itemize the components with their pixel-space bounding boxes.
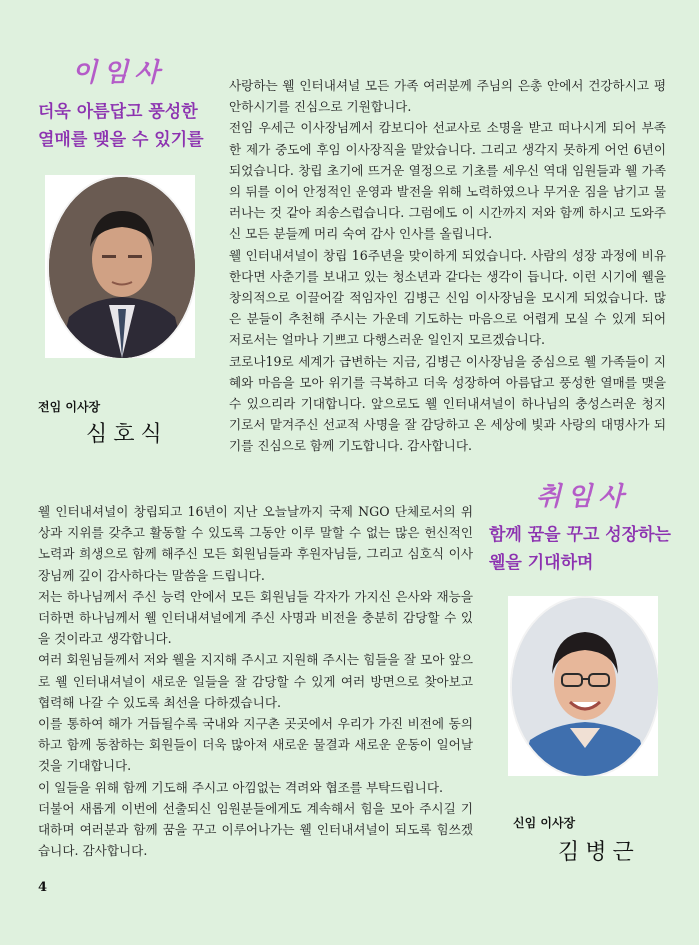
section1-paragraph-2: 전임 우세근 이사장님께서 캄보디아 선교사로 소명을 받고 떠나시게 되어 부족한 제가 중도에 후임 이사장직을 맡았습니다. 그리고 생각지 못하게 어언 6년이 되었습니다. 창립 초기에 뜨거운 열정으로 기초를 세우신 역대 임원들과 웰 가족의 뒤를 이어 안정적인 운영과 발전을 위해 노력하였으나 무거운 짐을 남기고 물러나는 것 같아 죄송스럽습니다. 그럼에도 이 시간까지 저와 함께 하시고 도와주신 모든 분들께 머리 숙여 감사 인사를 올립니다. <box>229 120 666 242</box>
section2-name: 김병근 <box>558 840 640 865</box>
former-chairman-photo <box>45 175 195 358</box>
section2-subtitle-line2: 웰을 기대하며 <box>489 553 594 573</box>
portrait-new-chairman <box>512 598 658 776</box>
section2-subtitle-line1: 함께 꿈을 꾸고 성장하는 <box>489 525 671 545</box>
section2-paragraph-6: 더불어 새롭게 이번에 선출되신 임원분들에게도 계속해서 힘을 모아 주시길 기대하며 여러분과 함께 꿈을 꾸고 이루어나가는 웰 인터내셔널이 되도록 힘쓰겠습니다. 감사합니다. <box>38 800 473 859</box>
section2-paragraph-3: 여러 회원님들께서 저와 웰을 지지해 주시고 지원해 주시는 힘들을 잘 모아 앞으로 웰 인터내셔널이 새로운 일들을 잘 감당할 수 있게 여러 방면으로 찾아보고 협력해 나갈 수 있도록 최선을 다하겠습니다. <box>38 652 473 710</box>
section1-paragraph-3: 웰 인터내셔널이 창립 16주년을 맞이하게 되었습니다. 사람의 성장 과정에 비유한다면 사춘기를 보내고 있는 청소년과 같다는 생각이 듭니다. 이런 시기에 웰을 창의적으로 이끌어갈 적임자인 김병근 신임 이사장님을 모시게 되었습니다. 많은 분들이 추천해 주시는 가운데 기도하는 마음으로 어렵게 모실 수 있게 되어 저로서는 얼마나 기쁘고 다행스러운 일인지 모르겠습니다. <box>229 247 666 348</box>
section1-subtitle-line1: 더욱 아름답고 풍성한 <box>38 102 198 122</box>
section1-subtitle <box>38 98 213 154</box>
page-number: 4 <box>38 880 48 895</box>
section2-paragraph-1: 웰 인터내셔널이 창립되고 16년이 지난 오늘날까지 국제 NGO 단체로서의 위상과 지위를 갖추고 활동할 수 있도록 그동안 이루 말할 수 없는 많은 헌신적인 노력과 희생으로 함께 해주신 모든 회원님들과 후원자님들, 그리고 심호식 이사장님께 깊이 감사하다는 말씀을 드립니다. <box>38 504 473 583</box>
section2-paragraph-4: 이를 통하여 해가 거듭될수록 국내와 지구촌 곳곳에서 우리가 가진 비전에 동의하고 함께 동참하는 회원들이 더욱 많아져 새로운 물결과 새로운 운동이 일어날 것을 기대합니다. <box>38 716 473 774</box>
section1-heading: 이임사 <box>72 58 166 88</box>
section1-name: 심호식 <box>86 422 168 447</box>
new-chairman-photo <box>508 596 658 776</box>
section1-role: 전임 이사장 <box>38 400 101 414</box>
section1-subtitle-line2: 열매를 맺을 수 있기를 <box>38 130 204 150</box>
section1-paragraph-4: 코로나19로 세계가 급변하는 지금, 김병근 이사장님을 중심으로 웰 가족들이 지혜와 마음을 모아 위기를 극복하고 더욱 성장하여 아름답고 풍성한 열매를 맺을 수 있으리라 기대합니다. 앞으로도 웰 인터내셔널이 하나님의 충성스러운 청지기로서 맡겨주신 선교적 사명을 잘 감당하고 온 세상에 빛과 사랑의 대명사가 되기를 진심으로 함께 기도합니다. 감사합니다. <box>229 353 666 454</box>
section1-paragraph-1: 사랑하는 웰 인터내셔널 모든 가족 여러분께 주님의 은총 안에서 건강하시고 평안하시기를 진심으로 기원합니다. <box>229 78 666 115</box>
section2-subtitle <box>489 521 679 577</box>
section2-paragraph-5: 이 일들을 위해 함께 기도해 주시고 아낌없는 격려와 협조를 부탁드립니다. <box>38 779 443 795</box>
section2-heading: 취임사 <box>536 482 630 512</box>
section2-role: 신임 이사장 <box>513 816 576 830</box>
section2-paragraph-2: 저는 하나님께서 주신 능력 안에서 모든 회원님들 각자가 가지신 은사와 재능을 더하면 하나님께서 웰 인터내셔널에게 주신 사명과 비전을 충분히 감당할 수 있을 것이라고 생각합니다. <box>38 588 473 647</box>
section1-body <box>229 75 666 457</box>
section2-body <box>38 501 473 861</box>
portrait-former-chairman <box>49 177 195 358</box>
